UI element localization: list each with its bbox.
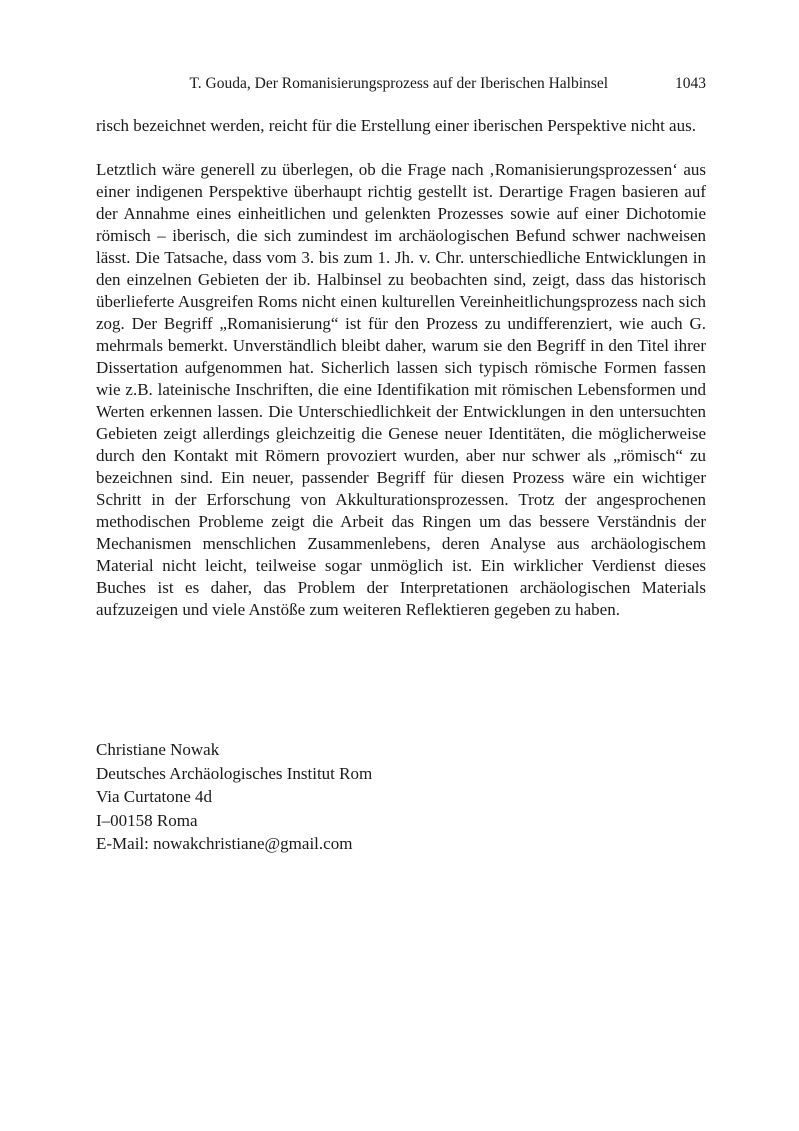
author-signature bbox=[96, 738, 372, 856]
author-email: E-Mail: nowakchristiane@gmail.com bbox=[96, 834, 353, 853]
author-institution: Deutsches Archäologisches Institut Rom bbox=[96, 763, 373, 783]
running-title: T. Gouda, Der Romanisierungsprozess auf der Iberischen Halbinsel bbox=[189, 75, 608, 92]
body-text bbox=[96, 115, 706, 621]
paragraph-continuation: risch bezeichnet werden, reicht für die Erstellung einer iberischen Perspektive nicht aus. bbox=[96, 116, 696, 135]
address-street: Via Curtatone 4d bbox=[96, 787, 213, 806]
running-header bbox=[96, 74, 706, 94]
author-name: Christiane Nowak bbox=[96, 740, 220, 759]
page-number: 1043 bbox=[675, 75, 706, 92]
paragraph-main: Letztlich wäre generell zu überlegen, ob die Frage nach ‚Romanisierungsprozessen‘ aus einer indigenen Perspektive überhaupt richtig gestellt ist. Derartige Fragen basieren auf der Annahme eines einheitlichen und gelenkten Prozesses sowie auf einer Dichotomie römisch – iberisch, die sich zumindest im archäologischen Befund schwer nachweisen lässt. Die Tatsache, dass vom 3. bis zum 1. Jh. v. Chr. unterschiedliche Entwicklungen in den einzelnen Gebieten der ib. Halbinsel zu beobachten sind, zeigt, dass das historisch überlieferte Ausgreifen Roms nicht einen kulturellen Vereinheitlichungsprozess nach sich zog. Der Begriff „Romanisierung“ ist für den Prozess zu undifferenziert, wie auch G. mehrmals bemerkt. Unverständlich bleibt daher, warum sie den Begriff in den Titel ihrer Dissertation aufgenommen hat. Sicherlich lassen sich typisch römische Formen fassen wie z.B. lateinische Inschriften, die eine Identifikation mit römischen Lebensformen und Werten erkennen lassen. Die Unterschiedlichkeit der Entwicklungen in den untersuchten Gebieten zeigt allerdings gleichzeitig die Genese neuer Identitäten, die möglicherweise durch den Kontakt mit Römern provoziert wurden, aber nur schwer als „römisch“ zu bezeichnen sind. Ein neuer, passender Begriff für diesen Prozess wäre ein wichtiger Schritt in der Erforschung von Akkulturationsprozessen. Trotz der angesprochenen methodischen Probleme zeigt die Arbeit das Ringen um das bessere Verständnis der Mechanismen menschlichen Zusammenlebens, deren Analyse aus archäologischem Material nicht leicht, teilweise sogar unmöglich ist. Ein wirklicher Verdienst dieses Buches ist es daher, das Problem der Interpretationen archäologischen Materials aufzuzeigen und viele Anstöße zum weiteren Reflektieren gegeben zu haben. bbox=[96, 160, 706, 619]
address-city: I–00158 Roma bbox=[96, 810, 198, 830]
